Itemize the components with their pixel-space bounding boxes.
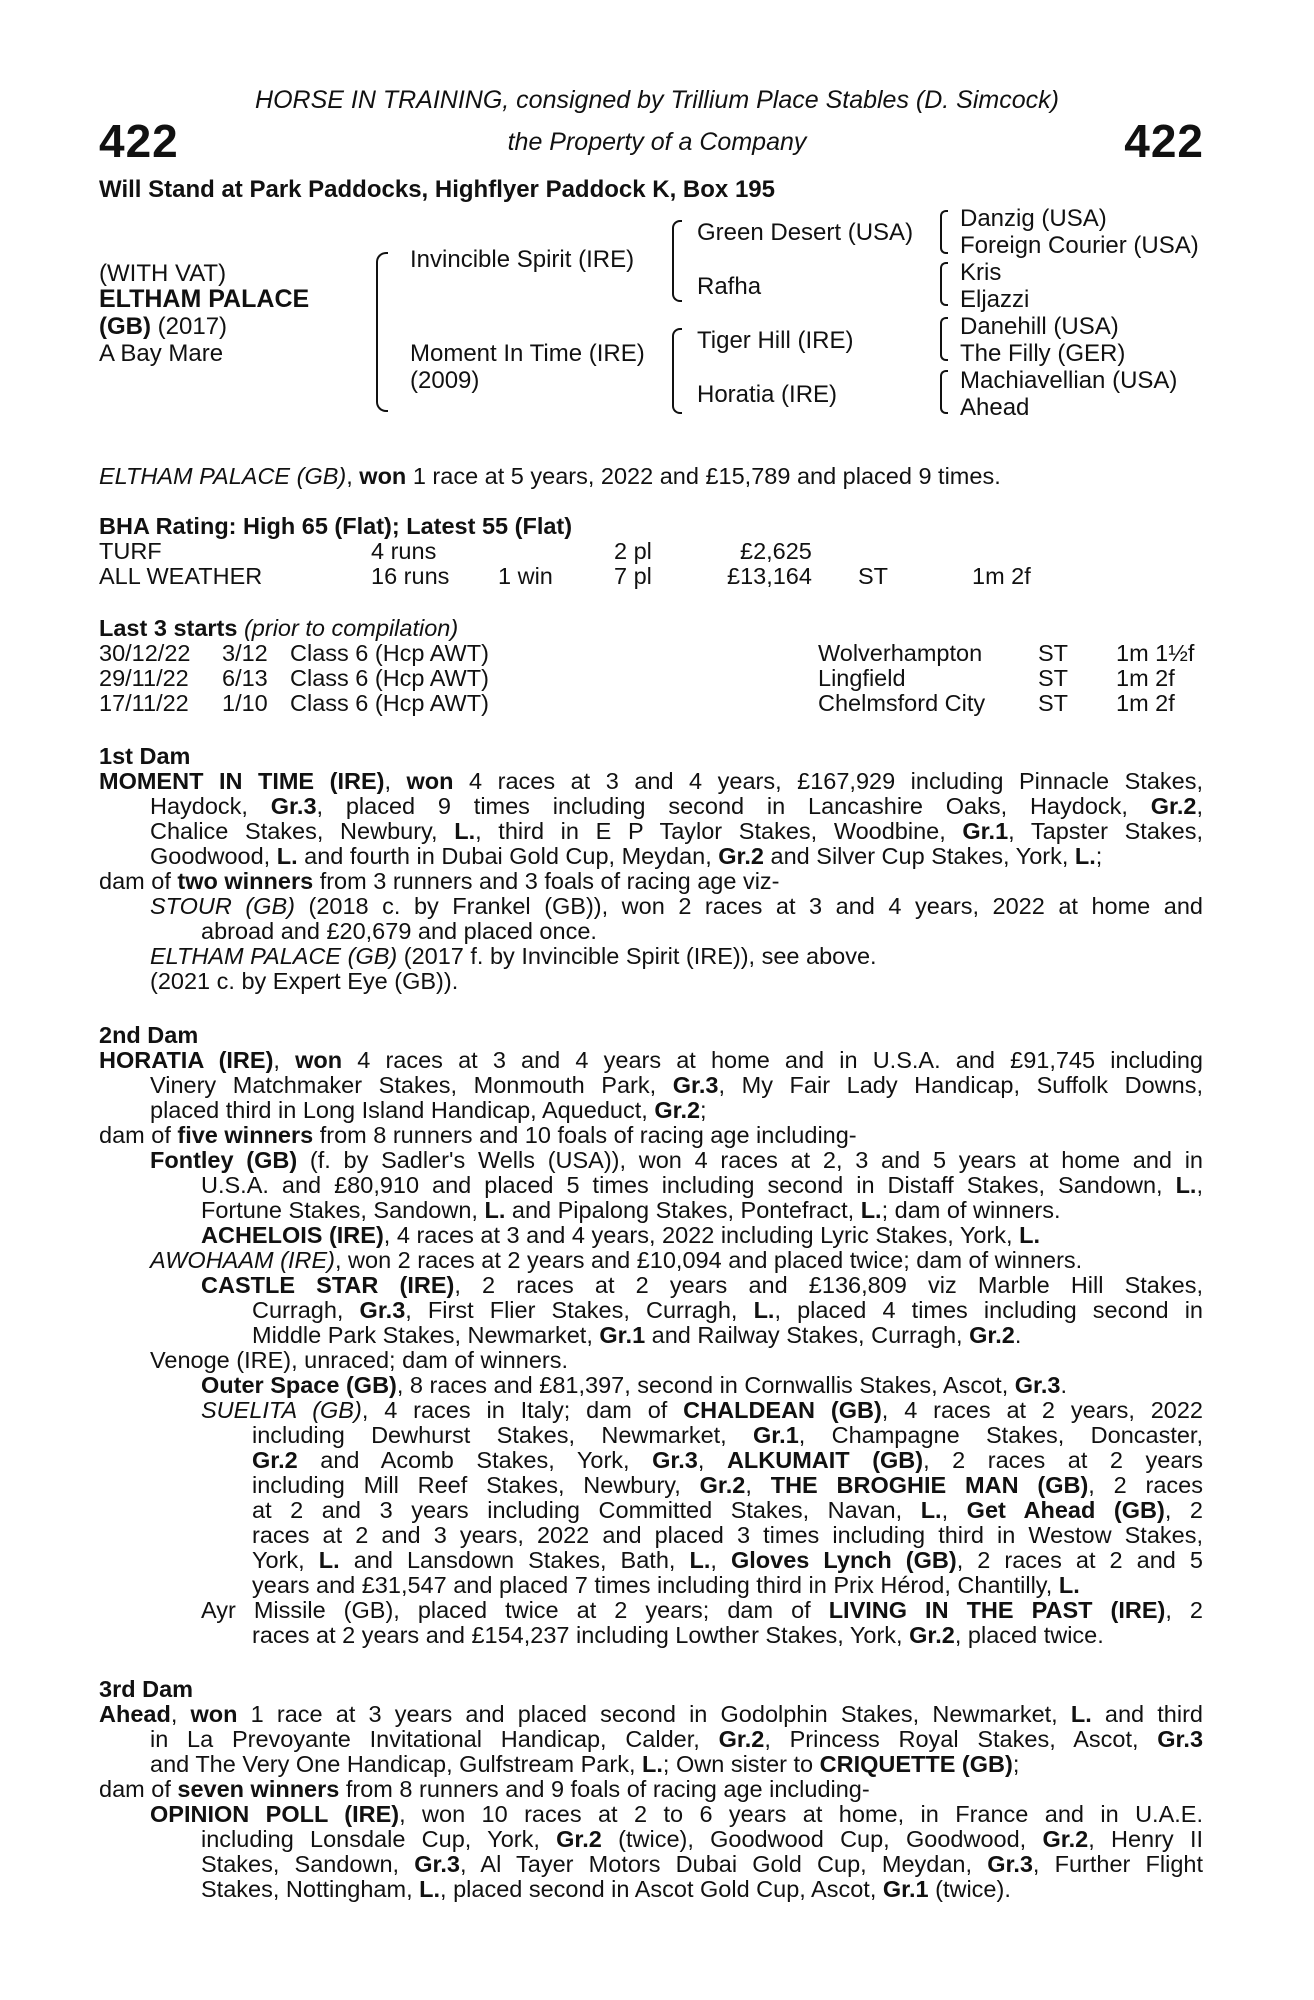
horse-name: ELTHAM PALACE	[99, 285, 310, 313]
sire-dam: Rafha	[697, 273, 762, 300]
dam: Moment In Time (IRE)	[410, 340, 645, 367]
gg-5: Danehill (USA)	[960, 313, 1119, 340]
sire-sire: Green Desert (USA)	[697, 219, 914, 246]
gg-1: Danzig (USA)	[960, 205, 1107, 232]
pedigree-brace-g1	[940, 210, 948, 254]
pedigree-brace-g3	[940, 317, 948, 361]
gg-3: Kris	[960, 259, 1002, 286]
dam-year: (2009)	[410, 367, 480, 394]
dam-sire: Tiger Hill (IRE)	[697, 327, 854, 354]
race-summary: ELTHAM PALACE (GB), won 1 race at 5 years, 2022 and £15,789 and placed 9 times.	[99, 463, 1001, 489]
pedigree-brace-g2	[940, 262, 948, 306]
catalogue-subtitle: the Property of a Company	[507, 128, 807, 156]
stand-location: Will Stand at Park Paddocks, Highflyer Paddock K, Box 195	[99, 176, 775, 203]
pedigree-brace-sire	[672, 220, 682, 302]
horse-country-year: (GB) (2017)	[99, 313, 228, 340]
gg-4: Eljazzi	[960, 286, 1030, 313]
lot-number-left: 422	[99, 115, 179, 167]
horse-description: A Bay Mare	[99, 340, 224, 367]
gg-8: Ahead	[960, 394, 1030, 421]
pedigree-brace-main	[376, 252, 388, 412]
sire: Invincible Spirit (IRE)	[410, 246, 635, 273]
last-starts-heading: Last 3 starts (prior to compilation)	[99, 615, 459, 641]
first-dam-heading: 1st Dam	[99, 743, 191, 769]
second-dam-heading: 2nd Dam	[99, 1022, 199, 1048]
third-dam-heading: 3rd Dam	[99, 1676, 194, 1702]
gg-7: Machiavellian (USA)	[960, 367, 1178, 394]
rating-heading: BHA Rating: High 65 (Flat); Latest 55 (Flat)	[99, 513, 573, 539]
catalogue-title: HORSE IN TRAINING, consigned by Trillium Place Stables (D. Simcock)	[255, 86, 1059, 114]
vat-label: (WITH VAT)	[99, 260, 227, 287]
dam-dam: Horatia (IRE)	[697, 381, 838, 408]
gg-6: The Filly (GER)	[960, 340, 1126, 367]
pedigree-brace-g4	[940, 370, 948, 414]
gg-2: Foreign Courier (USA)	[960, 232, 1199, 259]
lot-number-right: 422	[1124, 115, 1204, 167]
pedigree-brace-dam	[672, 328, 682, 414]
